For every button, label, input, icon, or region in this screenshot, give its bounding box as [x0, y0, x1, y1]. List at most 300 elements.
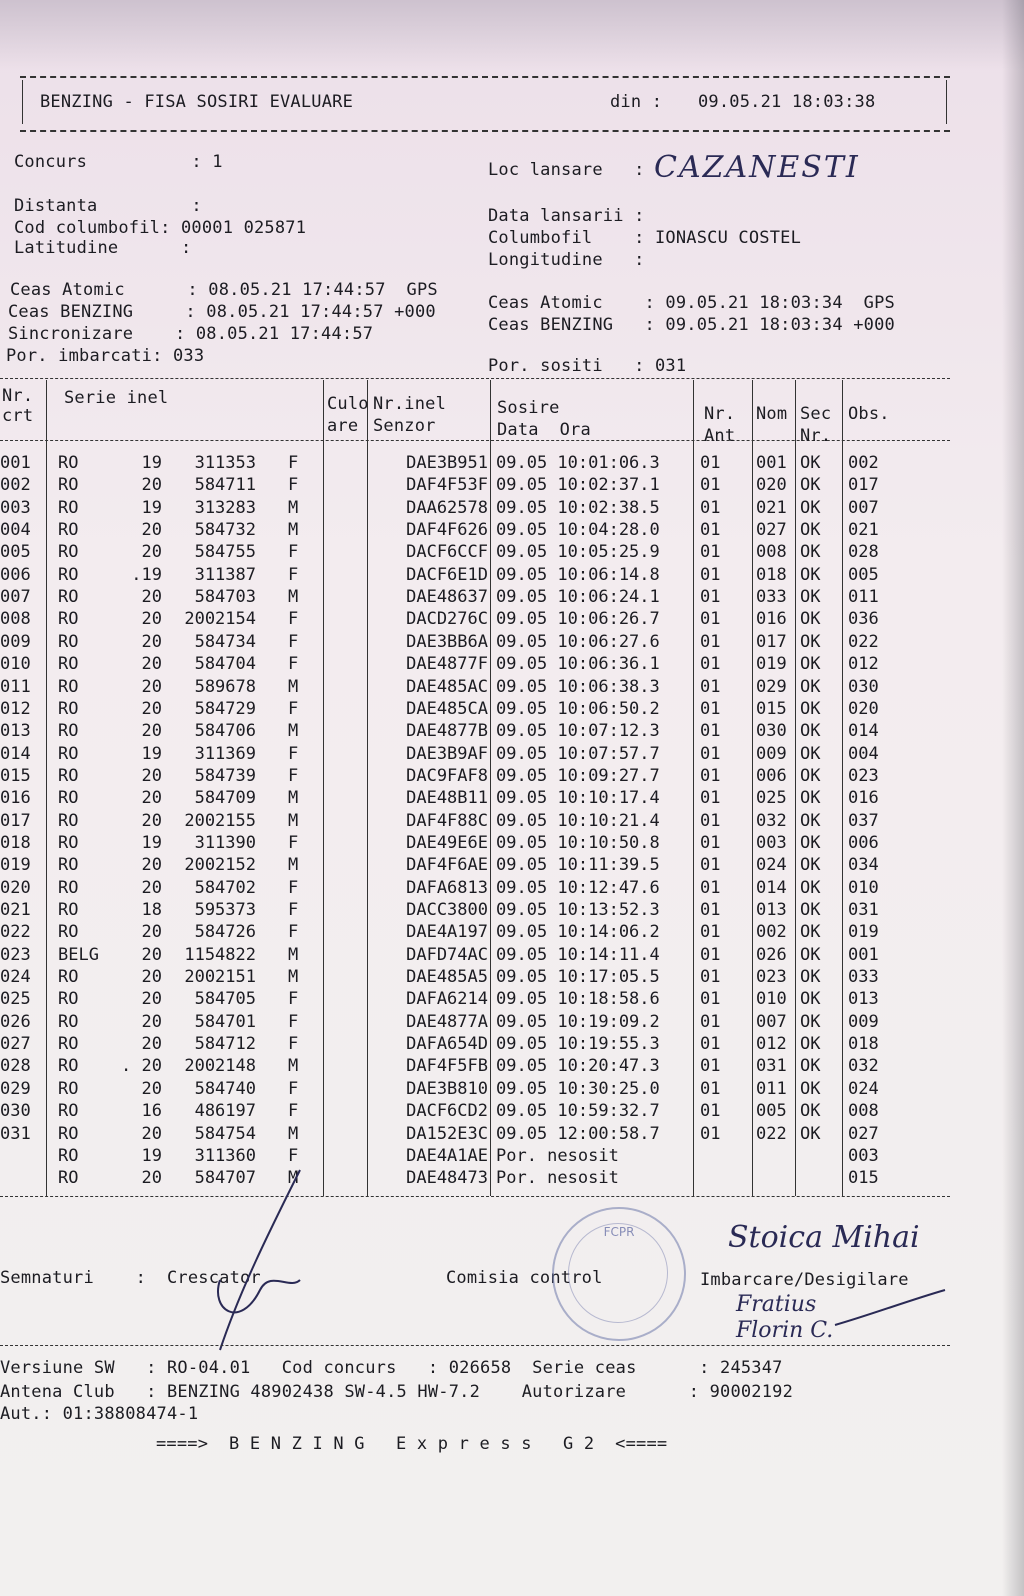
cell-nom: 023: [756, 967, 787, 988]
cell-sex: F: [288, 1078, 299, 1099]
cell-country: RO: [58, 765, 79, 786]
cell-nr-ant: 01: [700, 765, 721, 786]
cell-arrival: 09.05 10:30:25.0: [496, 1078, 660, 1099]
cell-nr-ant: 01: [700, 654, 721, 675]
latitudine: Latitudine :: [14, 238, 192, 258]
cell-sex: F: [288, 832, 299, 853]
cell-obs: 019: [848, 922, 879, 943]
cell-nom: 024: [756, 855, 787, 876]
cell-year: 20: [141, 877, 162, 898]
cell-year: 20: [141, 698, 162, 719]
cell-sensor: DAE485CA: [406, 698, 488, 719]
cell-obs: 015: [848, 1168, 879, 1189]
cell-sensor: DAE485AC: [406, 676, 488, 697]
cell-country: RO: [58, 654, 79, 675]
cell-arrival: 09.05 10:06:14.8: [496, 564, 660, 585]
cell-sensor: DAC9FAF8: [406, 765, 488, 786]
table-row: [0, 1078, 1024, 1100]
cell-sex: M: [288, 944, 299, 965]
din-label: din :: [610, 92, 663, 112]
cell-country: RO: [58, 1101, 79, 1122]
footer-versiune: Versiune SW : RO-04.01 Cod concurs : 026658 Serie ceas : 245347: [0, 1358, 783, 1378]
table-row: [0, 1145, 1024, 1167]
por-imbarcati: Por. imbarcati: 033: [6, 346, 205, 366]
signature-rule: [0, 1345, 950, 1346]
cell-sex: M: [288, 810, 299, 831]
table-row: [0, 452, 1024, 474]
th-nr-ant-2: Ant: [704, 426, 736, 446]
cell-country: RO: [58, 743, 79, 764]
table-row: [0, 966, 1024, 988]
cell-nr-ant: 01: [700, 1101, 721, 1122]
cell-ring: 584754: [194, 1123, 256, 1144]
cell-ring: 584732: [194, 520, 256, 541]
cell-nr-crt: 028: [0, 1056, 31, 1077]
cell-obs: 001: [848, 944, 879, 965]
cell-arrival: 09.05 10:10:21.4: [496, 810, 660, 831]
cell-year: 20: [141, 609, 162, 630]
cell-country: RO: [58, 475, 79, 496]
cell-nr-crt: 029: [0, 1078, 31, 1099]
cell-ring: 311390: [194, 832, 256, 853]
cell-sec: OK: [800, 967, 821, 988]
cell-sensor: DAF4F626: [406, 520, 488, 541]
cell-nr-crt: 018: [0, 832, 31, 853]
cell-nom: 014: [756, 877, 787, 898]
cell-ring: 584734: [194, 631, 256, 652]
table-row: [0, 1123, 1024, 1145]
cell-nom: 029: [756, 676, 787, 697]
loc-lansare-value: CAZANESTI: [654, 150, 860, 185]
cell-arrival: 09.05 10:05:25.9: [496, 542, 660, 563]
cell-sec: OK: [800, 1011, 821, 1032]
cell-sec: OK: [800, 765, 821, 786]
cell-nr-ant: 01: [700, 922, 721, 943]
cell-nom: 022: [756, 1123, 787, 1144]
cell-country: RO: [58, 587, 79, 608]
cell-country: RO: [58, 698, 79, 719]
cell-country: RO: [58, 721, 79, 742]
cell-ring: 2002154: [184, 609, 256, 630]
cell-year: 20: [141, 967, 162, 988]
cell-sec: OK: [800, 520, 821, 541]
cell-arrival: 09.05 10:17:05.5: [496, 967, 660, 988]
concurs: Concurs : 1: [14, 152, 223, 172]
cell-sex: F: [288, 631, 299, 652]
table-row: [0, 474, 1024, 496]
table-row: [0, 631, 1024, 653]
cell-obs: 017: [848, 475, 879, 496]
cell-country: RO: [58, 788, 79, 809]
cell-sec: OK: [800, 743, 821, 764]
din-value: 09.05.21 18:03:38: [698, 92, 876, 112]
cell-year: 20: [141, 654, 162, 675]
cell-sex: F: [288, 1034, 299, 1055]
cell-sensor: DAE48637: [406, 587, 488, 608]
cell-sec: OK: [800, 1056, 821, 1077]
cell-year: 18: [141, 900, 162, 920]
cell-nr-crt: 001: [0, 453, 31, 473]
cell-obs: 004: [848, 743, 879, 764]
cell-nr-ant: 01: [700, 1056, 721, 1077]
cell-country: RO: [58, 900, 79, 920]
cell-year: 20: [141, 810, 162, 831]
cell-ring: 584729: [194, 698, 256, 719]
table-row: [0, 1100, 1024, 1122]
cell-sensor: DAFA654D: [406, 1034, 488, 1055]
table-row: [0, 676, 1024, 698]
cell-obs: 009: [848, 1011, 879, 1032]
cell-year: 16: [141, 1101, 162, 1122]
th-nr-inel-2: Senzor: [373, 416, 436, 436]
cell-arrival: 09.05 10:13:52.3: [496, 900, 660, 920]
cell-country: RO: [58, 1034, 79, 1055]
table-row: [0, 608, 1024, 630]
cell-obs: 032: [848, 1056, 879, 1077]
cell-ring: 584739: [194, 765, 256, 786]
cell-nr-crt: 005: [0, 542, 31, 563]
cell-sex: F: [288, 877, 299, 898]
th-obs: Obs.: [848, 404, 890, 424]
cell-year: 20: [141, 1034, 162, 1055]
table-row: [0, 944, 1024, 966]
cell-sex: M: [288, 967, 299, 988]
cell-sec: OK: [800, 832, 821, 853]
cell-nom: 032: [756, 810, 787, 831]
cell-nr-ant: 01: [700, 453, 721, 473]
cell-ring: 584702: [194, 877, 256, 898]
table-row: [0, 519, 1024, 541]
cell-sex: F: [288, 475, 299, 496]
cell-sex: M: [288, 497, 299, 518]
cell-arrival: 09.05 12:00:58.7: [496, 1123, 660, 1144]
cell-sex: M: [288, 721, 299, 742]
commission-signature-stroke: [830, 1280, 950, 1340]
cell-nr-crt: 022: [0, 922, 31, 943]
cell-nom: 005: [756, 1101, 787, 1122]
cell-ring: 584726: [194, 922, 256, 943]
cell-nr-ant: 01: [700, 810, 721, 831]
cell-sensor: DAE3B951: [406, 453, 488, 473]
cell-sex: M: [288, 587, 299, 608]
cell-obs: 014: [848, 721, 879, 742]
cell-nr-crt: 014: [0, 743, 31, 764]
cell-nr-crt: 017: [0, 810, 31, 831]
cell-country: RO: [58, 520, 79, 541]
cell-country: RO: [58, 542, 79, 563]
cell-year: 20: [141, 676, 162, 697]
cell-country: RO: [58, 609, 79, 630]
cell-nr-crt: 021: [0, 900, 31, 920]
th-nom: Nom: [756, 404, 788, 424]
cell-nr-crt: 004: [0, 520, 31, 541]
cell-sec: OK: [800, 631, 821, 652]
cell-obs: 028: [848, 542, 879, 563]
cell-ring: 595373: [194, 900, 256, 920]
cell-nr-ant: 01: [700, 676, 721, 697]
cell-ring: 486197: [194, 1101, 256, 1122]
cell-arrival: 09.05 10:04:28.0: [496, 520, 660, 541]
cell-ring: 2002148: [184, 1056, 256, 1077]
table-row: [0, 653, 1024, 675]
cell-nr-ant: 01: [700, 1034, 721, 1055]
table-row: [0, 720, 1024, 742]
cell-sec: OK: [800, 900, 821, 920]
cell-country: RO: [58, 564, 79, 585]
cell-nr-ant: 01: [700, 475, 721, 496]
cell-obs: 031: [848, 900, 879, 920]
cell-obs: 023: [848, 765, 879, 786]
cell-arrival: 09.05 10:06:50.2: [496, 698, 660, 719]
cell-sensor: DAE4877A: [406, 1011, 488, 1032]
cell-sensor: DACF6CCF: [406, 542, 488, 563]
cell-nr-crt: 012: [0, 698, 31, 719]
cell-country: RO: [58, 1056, 79, 1077]
loc-lansare-label: Loc lansare :: [488, 160, 645, 180]
cell-ring: 584703: [194, 587, 256, 608]
cell-nom: 021: [756, 497, 787, 518]
data-lansarii: Data lansarii :: [488, 206, 645, 226]
cell-year: 19: [141, 832, 162, 853]
cell-sec: OK: [800, 587, 821, 608]
por-sositi: Por. sositi : 031: [488, 356, 687, 376]
cell-nr-crt: 003: [0, 497, 31, 518]
cell-obs: 012: [848, 654, 879, 675]
cell-nr-crt: 026: [0, 1011, 31, 1032]
cell-ring: 584707: [194, 1168, 256, 1189]
cell-year: 20: [141, 1123, 162, 1144]
cell-sec: OK: [800, 542, 821, 563]
th-culoare-2: are: [327, 416, 359, 436]
cell-arrival: 09.05 10:07:57.7: [496, 743, 660, 764]
table-top-rule: [0, 378, 950, 379]
cell-year: 19: [141, 743, 162, 764]
header-right-bar: [946, 80, 947, 124]
cell-sec: OK: [800, 654, 821, 675]
cell-sec: OK: [800, 810, 821, 831]
cell-nom: 019: [756, 654, 787, 675]
cell-country: RO: [58, 877, 79, 898]
cell-sensor: DACF6E1D: [406, 564, 488, 585]
cell-country: RO: [58, 1078, 79, 1099]
cell-year: 20: [141, 855, 162, 876]
cell-arrival: 09.05 10:19:09.2: [496, 1011, 660, 1032]
cell-sex: F: [288, 743, 299, 764]
cell-nr-crt: 002: [0, 475, 31, 496]
cell-year: 20: [141, 989, 162, 1010]
cell-nom: 033: [756, 587, 787, 608]
cell-nr-ant: 01: [700, 609, 721, 630]
cell-sec: OK: [800, 564, 821, 585]
cell-nr-ant: 01: [700, 743, 721, 764]
table-row: [0, 899, 1024, 921]
cell-obs: 034: [848, 855, 879, 876]
cell-obs: 021: [848, 520, 879, 541]
cell-obs: 037: [848, 810, 879, 831]
table-row: [0, 698, 1024, 720]
cell-arrival: 09.05 10:20:47.3: [496, 1056, 660, 1077]
cell-nr-crt: 020: [0, 877, 31, 898]
cell-obs: 010: [848, 877, 879, 898]
ceas-benzing-left: Ceas BENZING : 08.05.21 17:44:57 +000: [8, 302, 436, 322]
cell-sex: F: [288, 698, 299, 719]
cell-arrival: 09.05 10:06:27.6: [496, 631, 660, 652]
table-row: [0, 541, 1024, 563]
cell-nom: 030: [756, 721, 787, 742]
cell-sensor: DAF4F5FB: [406, 1056, 488, 1077]
cell-sensor: DAE49E6E: [406, 832, 488, 853]
cell-year: 20: [141, 475, 162, 496]
cell-obs: 006: [848, 832, 879, 853]
cell-country: RO: [58, 676, 79, 697]
cell-nr-crt: 010: [0, 654, 31, 675]
table-row: [0, 988, 1024, 1010]
th-nr-crt-1: Nr.: [2, 386, 34, 406]
cell-sensor: DAE4A1AE: [406, 1145, 488, 1166]
cell-sex: M: [288, 1168, 299, 1189]
table-row: [0, 1033, 1024, 1055]
cell-arrival: 09.05 10:02:38.5: [496, 497, 660, 518]
cell-sex: F: [288, 1011, 299, 1032]
cell-sex: M: [288, 520, 299, 541]
cell-sensor: DACC3800: [406, 900, 488, 920]
cell-obs: 027: [848, 1123, 879, 1144]
cell-ring: 2002151: [184, 967, 256, 988]
cell-nr-crt: 030: [0, 1101, 31, 1122]
cell-obs: 003: [848, 1145, 879, 1166]
cell-nom: 031: [756, 1056, 787, 1077]
cell-country: RO: [58, 1145, 79, 1166]
cell-ring: 584704: [194, 654, 256, 675]
cell-obs: 005: [848, 564, 879, 585]
cell-year: 20: [141, 922, 162, 943]
cell-nom: 007: [756, 1011, 787, 1032]
cell-arrival: 09.05 10:06:36.1: [496, 654, 660, 675]
cell-sec: OK: [800, 922, 821, 943]
cell-nr-crt: 007: [0, 587, 31, 608]
cell-nr-crt: 016: [0, 788, 31, 809]
cell-arrival: 09.05 10:10:17.4: [496, 788, 660, 809]
cod-columbofil: Cod columbofil: 00001 025871: [14, 218, 307, 238]
cell-arrival: 09.05 10:19:55.3: [496, 1034, 660, 1055]
cell-sec: OK: [800, 475, 821, 496]
cell-nr-crt: 008: [0, 609, 31, 630]
cell-nom: 016: [756, 609, 787, 630]
cell-nom: 013: [756, 900, 787, 920]
cell-obs: 030: [848, 676, 879, 697]
cell-nom: 001: [756, 453, 787, 473]
cell-nr-crt: 027: [0, 1034, 31, 1055]
cell-sensor: DAE4A197: [406, 922, 488, 943]
cell-nr-crt: 006: [0, 564, 31, 585]
cell-nr-ant: 01: [700, 497, 721, 518]
cell-country: RO: [58, 855, 79, 876]
cell-obs: 013: [848, 989, 879, 1010]
breeder-signature-scribble: [200, 1160, 340, 1360]
cell-sensor: DAA62578: [406, 497, 488, 518]
cell-sensor: DA152E3C: [406, 1123, 488, 1144]
cell-obs: 007: [848, 497, 879, 518]
table-row: [0, 1011, 1024, 1033]
cell-sex: F: [288, 922, 299, 943]
cell-nr-ant: 01: [700, 542, 721, 563]
cell-sex: F: [288, 989, 299, 1010]
cell-arrival: 09.05 10:12:47.6: [496, 877, 660, 898]
cell-year: . 20: [121, 1056, 162, 1077]
cell-country: RO: [58, 453, 79, 473]
handwritten-signature-mid: Fratius: [736, 1292, 817, 1317]
document-title: BENZING - FISA SOSIRI EVALUARE: [40, 92, 354, 112]
table-bottom-rule: [0, 1196, 950, 1197]
cell-ring: 584711: [194, 475, 256, 496]
cell-year: 20: [141, 631, 162, 652]
cell-sec: OK: [800, 609, 821, 630]
cell-sec: OK: [800, 453, 821, 473]
ceas-atomic-left: Ceas Atomic : 08.05.21 17:44:57 GPS: [10, 280, 438, 300]
cell-ring: 584740: [194, 1078, 256, 1099]
cell-obs: 022: [848, 631, 879, 652]
cell-nr-ant: 01: [700, 832, 721, 853]
cell-nom: 027: [756, 520, 787, 541]
cell-sensor: DAFA6813: [406, 877, 488, 898]
cell-year: 20: [141, 721, 162, 742]
cell-ring: 589678: [194, 676, 256, 697]
cell-ring: 2002152: [184, 855, 256, 876]
cell-ring: 584712: [194, 1034, 256, 1055]
cell-obs: 024: [848, 1078, 879, 1099]
th-sec-1: Sec: [800, 404, 832, 424]
cell-country: RO: [58, 1168, 79, 1189]
cell-nr-crt: 031: [0, 1123, 31, 1144]
cell-sensor: DAF4F88C: [406, 810, 488, 831]
cell-sec: OK: [800, 721, 821, 742]
cell-country: RO: [58, 1123, 79, 1144]
cell-country: RO: [58, 1011, 79, 1032]
cell-sex: M: [288, 855, 299, 876]
columbofil: Columbofil : IONASCU COSTEL: [488, 228, 802, 248]
cell-sensor: DAFD74AC: [406, 944, 488, 965]
cell-year: 20: [141, 1168, 162, 1189]
cell-obs: 002: [848, 453, 879, 473]
cell-sensor: DAE3BB6A: [406, 631, 488, 652]
cell-country: RO: [58, 810, 79, 831]
cell-sex: F: [288, 564, 299, 585]
cell-ring: 1154822: [184, 944, 256, 965]
cell-arrival: 09.05 10:01:06.3: [496, 453, 660, 473]
cell-nr-ant: 01: [700, 520, 721, 541]
cell-nom: 008: [756, 542, 787, 563]
cell-year: 19: [141, 1145, 162, 1166]
imbarcare-label: Imbarcare/Desigilare: [700, 1270, 909, 1290]
cell-nom: 002: [756, 922, 787, 943]
cell-country: RO: [58, 922, 79, 943]
cell-sex: M: [288, 1123, 299, 1144]
table-row: [0, 810, 1024, 832]
cell-nr-ant: 01: [700, 877, 721, 898]
cell-year: 20: [141, 944, 162, 965]
cell-year: 19: [141, 453, 162, 473]
cell-sex: M: [288, 788, 299, 809]
cell-year: .19: [131, 564, 162, 585]
cell-sec: OK: [800, 855, 821, 876]
semnaturi-label: Semnaturi : Crescator: [0, 1268, 261, 1288]
cell-sec: OK: [800, 1078, 821, 1099]
table-row: [0, 921, 1024, 943]
cell-arrival: 09.05 10:06:26.7: [496, 609, 660, 630]
cell-nr-ant: 01: [700, 564, 721, 585]
table-row: [0, 497, 1024, 519]
cell-year: 20: [141, 765, 162, 786]
